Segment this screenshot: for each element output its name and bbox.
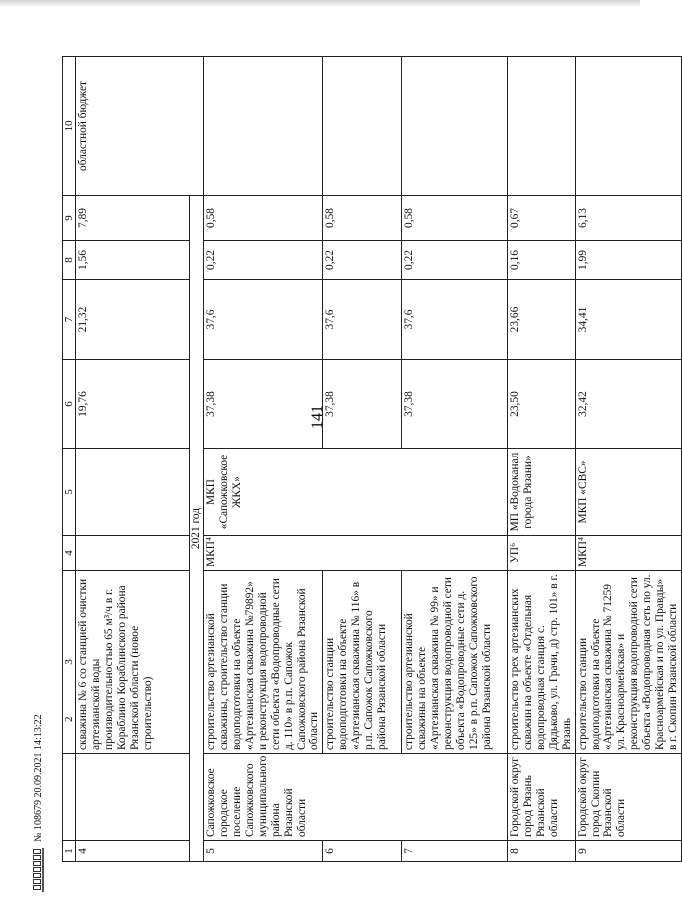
description-cell: строительство артезианской скважины, строительство станции водоподготовки на объекте «Артезианская скважина №79892» и реконструкция водопроводной сети объекта «Водопроводные сети д. 110» в р.п. Сапожок Сапожковского района Рязанской области [204, 571, 323, 754]
empty-cell [323, 57, 402, 196]
empty-cell [402, 57, 508, 196]
municipality-cell: Городской округ город Скопин Рязанской области [575, 754, 681, 841]
empty-cell [508, 57, 575, 196]
value-cell: 0,22 [323, 241, 402, 280]
header-row [63, 57, 76, 862]
value-cell: 19,76 [76, 360, 190, 449]
row-number: 5 [204, 841, 323, 862]
table-row [76, 57, 190, 862]
header-cell: 4 [63, 536, 76, 571]
program-table [62, 56, 682, 862]
value-cell: 23,50 [508, 360, 575, 449]
header-cell: 2 [63, 754, 76, 841]
description-cell: скважина № 6 со станцией очистки артезианской воды производительностью 65 м³/ч в г. Кораблино Кораблинского района Рязанской области (новое строительство) [76, 571, 190, 754]
executor-cell: МКП «СВС» [575, 449, 681, 536]
program-cell: УП⁶ [508, 536, 575, 571]
row-number: 9 [575, 841, 681, 862]
empty-cell [204, 57, 323, 196]
municipality-cell: Городской округ город Рязань Рязанской области [508, 754, 575, 841]
registry-seal-icon [33, 848, 44, 892]
executor-cell [76, 449, 190, 536]
value-cell: 21,32 [76, 280, 190, 360]
table-row [508, 57, 575, 862]
value-cell: 6,13 [575, 196, 681, 241]
table-row [575, 57, 681, 862]
row-number: 4 [76, 841, 190, 862]
header-cell: 9 [63, 196, 76, 241]
municipality-cell: Сапожковское городское поселение Сапожковского муниципального района Рязанской области [204, 754, 508, 841]
funding-source-cell: областной бюджет [76, 57, 204, 196]
municipality-cell [76, 754, 190, 841]
value-cell: 0,22 [402, 241, 508, 280]
value-cell: 37,38 [402, 360, 508, 449]
value-cell: 37,38 [323, 360, 402, 449]
description-cell: строительство станции водоподготовки на объекте «Артезианская скважина № 71259 ул. Красноармейская» и реконструкция водопроводной сети объекта «Водопроводная сеть по ул. Красноармейская и по ул. Правды» в г. Скопин Рязанской области [575, 571, 681, 754]
value-cell: 37,6 [402, 280, 508, 360]
program-cell: МКП⁴ [575, 536, 681, 571]
header-cell: 8 [63, 241, 76, 280]
value-cell: 37,6 [323, 280, 402, 360]
year-label: 2021 год [190, 196, 204, 862]
header-cell: 10 [63, 57, 76, 196]
executor-cell: МКП «Сапожковское ЖКХ» [204, 449, 508, 536]
description-cell: строительство артезианской скважины на объекте «Артезианская скважина № 99» и реконструкция водопроводной сети объекта «Водопроводные сети д. 125» в р.п. Сапожок Сапожковского района Рязанской области [402, 571, 508, 754]
header-cell: 1 [63, 841, 76, 862]
scan-top-edge [0, 0, 640, 7]
program-cell [76, 536, 190, 571]
header-cell: 7 [63, 280, 76, 360]
empty-cell [575, 57, 681, 196]
value-cell: 0,58 [402, 196, 508, 241]
value-cell: 0,58 [204, 196, 323, 241]
executor-cell: МП «Водоканал города Рязани» [508, 449, 575, 536]
value-cell: 0,58 [323, 196, 402, 241]
value-cell: 23,66 [508, 280, 575, 360]
table-row [204, 57, 323, 862]
header-cell: 3 [63, 571, 76, 754]
value-cell: 7,89 [76, 196, 190, 241]
value-cell: 0,22 [204, 241, 323, 280]
value-cell: 32,42 [575, 360, 681, 449]
value-cell: 34,41 [575, 280, 681, 360]
value-cell: 1,56 [76, 241, 190, 280]
program-cell: МКП⁴ [204, 536, 508, 571]
header-cell: 5 [63, 449, 76, 536]
description-cell: строительство трех артезианских скважин на объекте «Отдельная водопроводная станция с. Дядьково, ул. Грачи, д) стр. 101» в г. Рязань [508, 571, 575, 754]
value-cell: 0,16 [508, 241, 575, 280]
header-cell: 6 [63, 360, 76, 449]
value-cell: 37,38 [204, 360, 323, 449]
row-number: 8 [508, 841, 575, 862]
value-cell: 1,99 [575, 241, 681, 280]
row-number: 6 [323, 841, 402, 862]
value-cell: 37,6 [204, 280, 323, 360]
document-stamp-text: № 108679 20.09.2021 14:13:22 [33, 714, 44, 842]
document-stamp [33, 714, 44, 892]
description-cell: строительство станции водоподготовки на объекте «Артезианская скважина № 116» в р.п. Сапожок Сапожковского района Рязанской области [323, 571, 402, 754]
rotated-page [62, 57, 679, 862]
value-cell: 0,67 [508, 196, 575, 241]
page-number: 141 [309, 405, 326, 429]
row-number: 7 [402, 841, 508, 862]
